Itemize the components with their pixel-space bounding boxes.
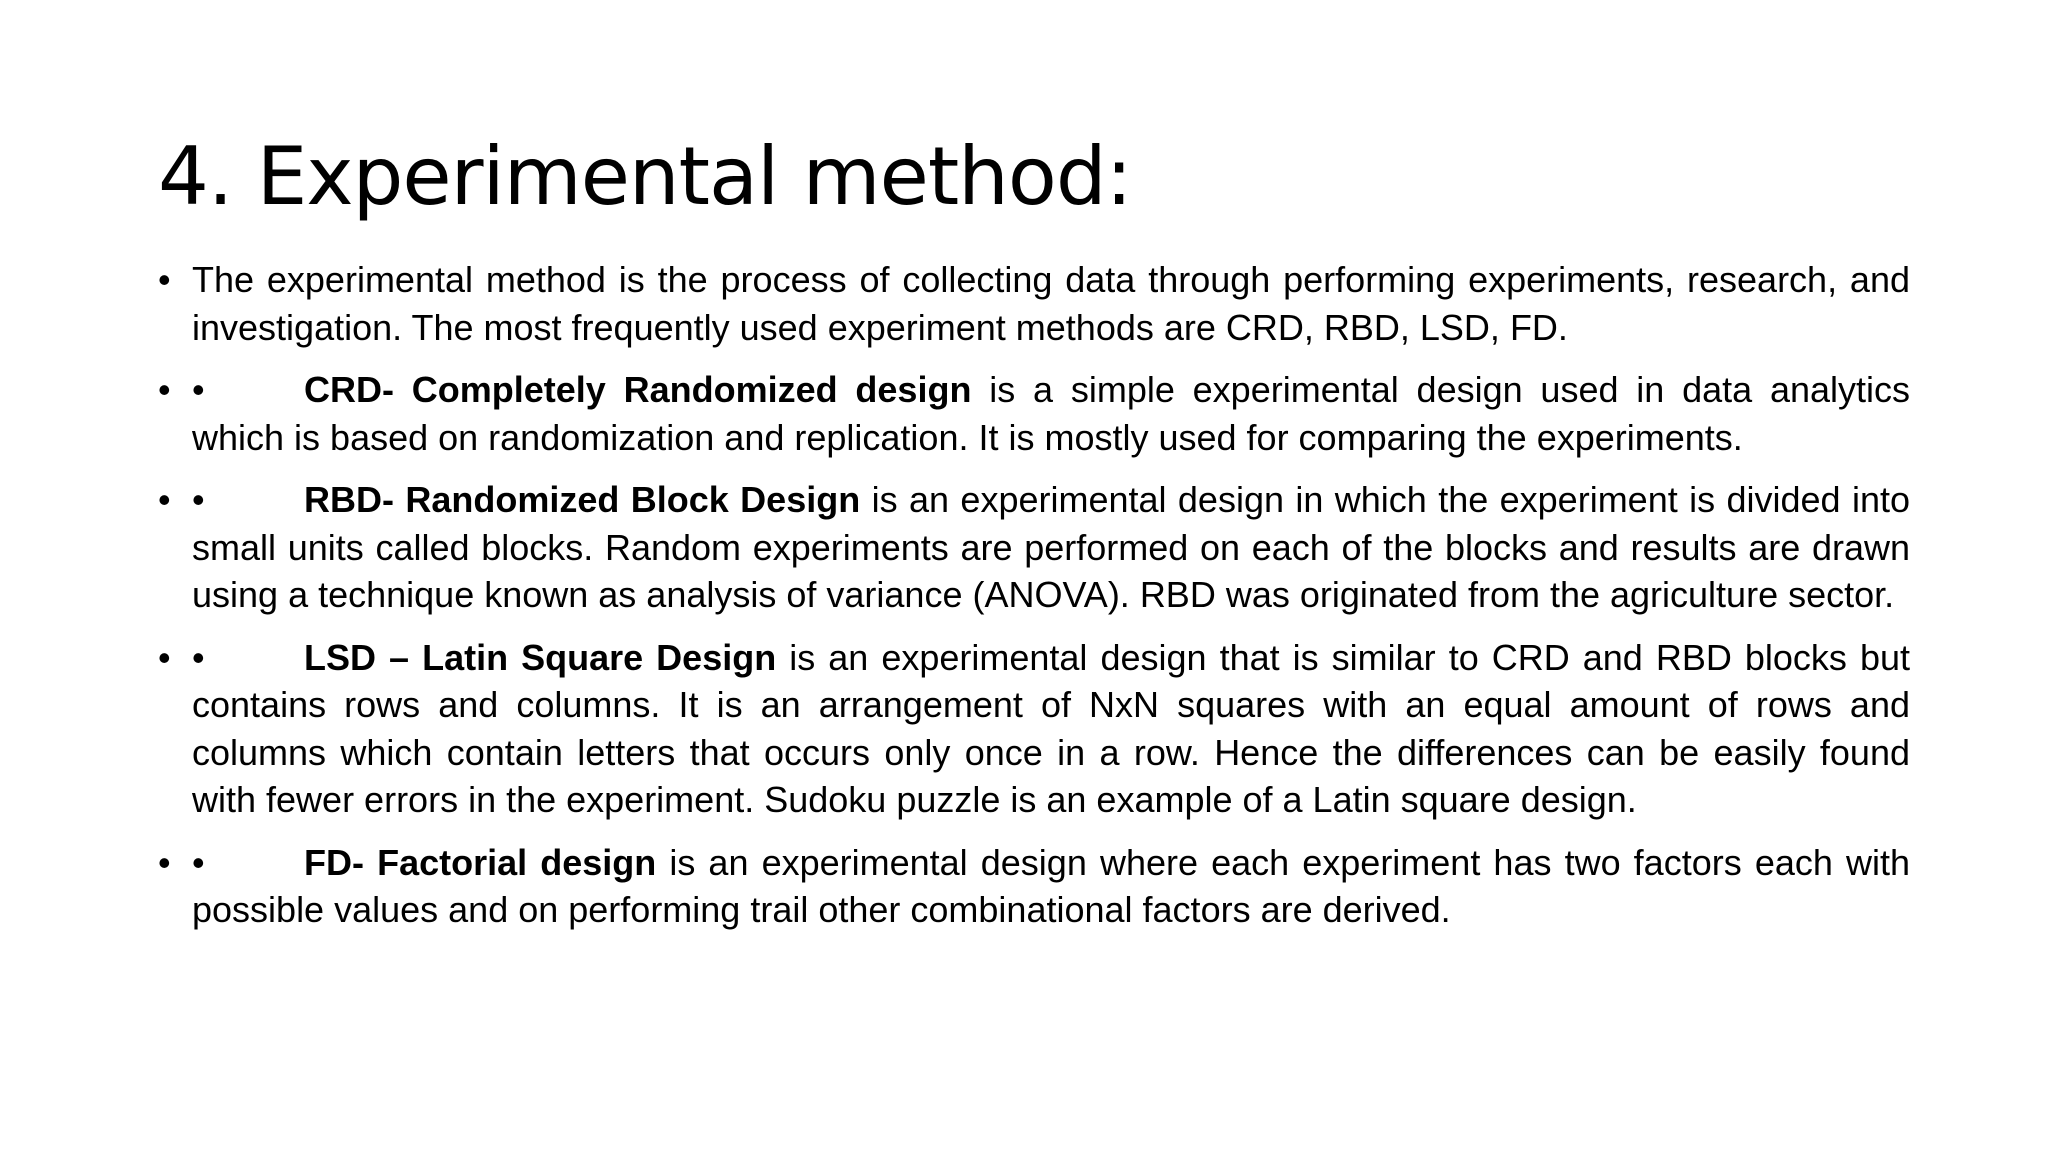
bullet-marker: • <box>158 479 171 520</box>
bullet-marker: • <box>158 259 171 300</box>
bullet-marker: • <box>158 841 171 883</box>
bullet-text: is an experimental design where each experiment has two factors each with possible values and on performing trail other combinational factors are derived. <box>192 841 1910 930</box>
bullet-text: is a simple experimental design used in data analytics which is based on randomization and replication. It is mostly used for comparing the experiments. <box>192 369 1911 458</box>
bullet-list <box>158 256 1910 949</box>
bullet-item-rbd <box>158 476 1910 619</box>
bullet-term: FD- Factorial design <box>304 841 657 883</box>
bullet-item-crd <box>158 366 1910 461</box>
bullet-item-lsd <box>158 634 1910 824</box>
bullet-term: LSD – Latin Square Design <box>304 636 777 678</box>
bullet-text: is an experimental design that is similar to CRD and RBD blocks but contains rows and columns. It is an arrangement of NxN squares with an equal amount of rows and columns which contain letters that occurs only once in a row. Hence the differences can be easily found with fewer errors in the experiment. Sudoku puzzle is an example of a Latin square design. <box>192 636 1911 820</box>
sub-bullet: • <box>192 479 205 520</box>
sub-bullet: • <box>192 369 205 410</box>
slide-title: 4. Experimental method: <box>158 130 1132 223</box>
bullet-item-fd <box>158 839 1910 934</box>
bullet-item-intro <box>158 256 1910 351</box>
bullet-marker: • <box>158 636 171 678</box>
sub-bullet: • <box>192 841 205 883</box>
bullet-term: CRD- Completely Randomized design <box>304 369 972 410</box>
bullet-marker: • <box>158 369 171 410</box>
bullet-text: is an experimental design in which the experiment is divided into small units called blocks. Random experiments are performed on each of the blocks and results are drawn using a technique known as analysis of variance (ANOVA). RBD was originated from the agriculture sector. <box>192 479 1911 615</box>
sub-bullet: • <box>192 636 205 678</box>
bullet-term: RBD- Randomized Block Design <box>304 479 861 520</box>
bullet-text: The experimental method is the process of collecting data through performing experiments, research, and investigation. The most frequently used experiment methods are CRD, RBD, LSD, FD. <box>192 259 1910 348</box>
